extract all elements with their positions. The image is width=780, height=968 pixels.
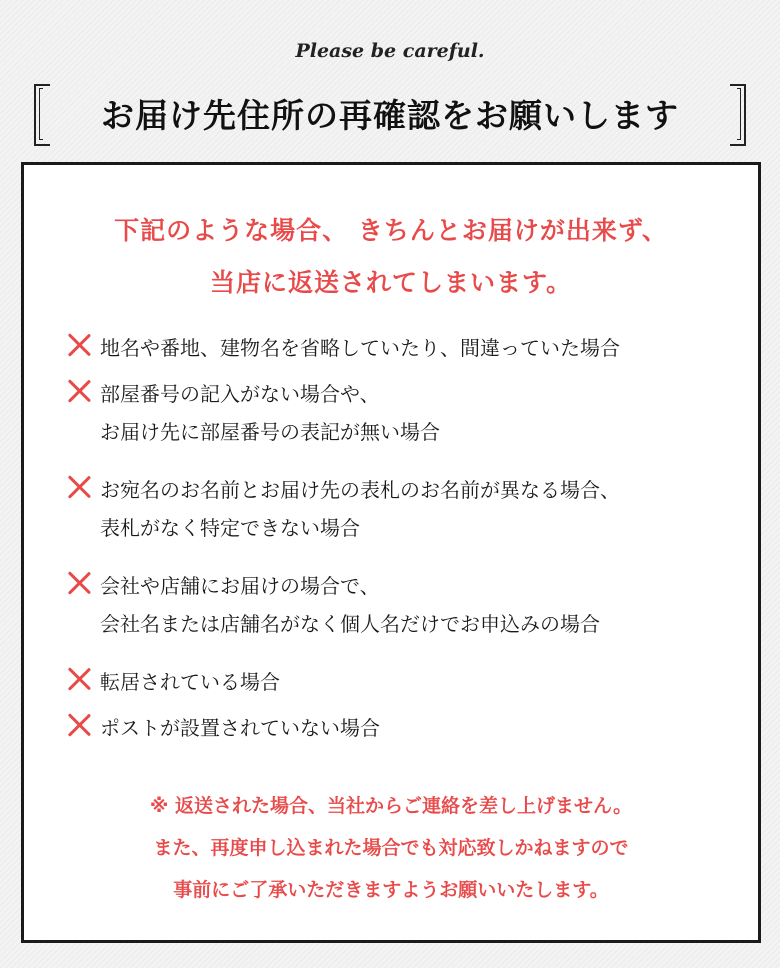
list-item	[66, 329, 746, 367]
cross-icon	[66, 378, 92, 404]
right-bracket-icon	[730, 84, 746, 146]
reason-text: 地名や番地、建物名を省略していたり、間違っていた場合	[100, 336, 620, 360]
reason-text: 表札がなく特定できない場合	[100, 516, 360, 540]
reason-text: 会社名または店舗名がなく個人名だけでお申込みの場合	[100, 612, 600, 636]
list-item	[66, 709, 746, 747]
tagline: Please be careful.	[295, 40, 485, 62]
list-item	[66, 375, 746, 451]
notice-line: また、再度申し込まれた場合でも対応致しかねますので	[153, 837, 629, 859]
reason-text: 部屋番号の記入がない場合や、	[100, 382, 380, 406]
intro-warning	[24, 205, 758, 309]
reason-text: お届け先に部屋番号の表記が無い場合	[100, 420, 440, 444]
cross-icon	[66, 332, 92, 358]
list-item	[66, 471, 746, 547]
notice-line: ※ 返送された場合、当社からご連絡を差し上げません。	[149, 795, 633, 817]
cross-icon	[66, 666, 92, 692]
left-bracket-icon	[34, 84, 50, 146]
page-title: お届け先住所の再確認をお願いします	[101, 96, 679, 135]
cross-icon	[66, 570, 92, 596]
heading-row	[0, 84, 780, 144]
list-item	[66, 567, 746, 643]
intro-line: 当店に返送されてしまいます。	[209, 268, 572, 297]
cross-icon	[66, 712, 92, 738]
list-item	[66, 663, 746, 701]
reason-text: 転居されている場合	[100, 670, 280, 694]
reason-text: お宛名のお名前とお届け先の表札のお名前が異なる場合、	[100, 478, 620, 502]
cross-icon	[66, 474, 92, 500]
reason-text: ポストが設置されていない場合	[100, 716, 380, 740]
reason-text: 会社や店舗にお届けの場合で、	[100, 574, 380, 598]
return-notice	[24, 785, 758, 911]
notice-card	[21, 162, 761, 943]
notice-line: 事前にご了承いただきますようお願いいたします。	[173, 879, 609, 901]
intro-line: 下記のような場合、 きちんとお届けが出来ず、	[114, 216, 668, 245]
reason-list	[66, 329, 746, 747]
